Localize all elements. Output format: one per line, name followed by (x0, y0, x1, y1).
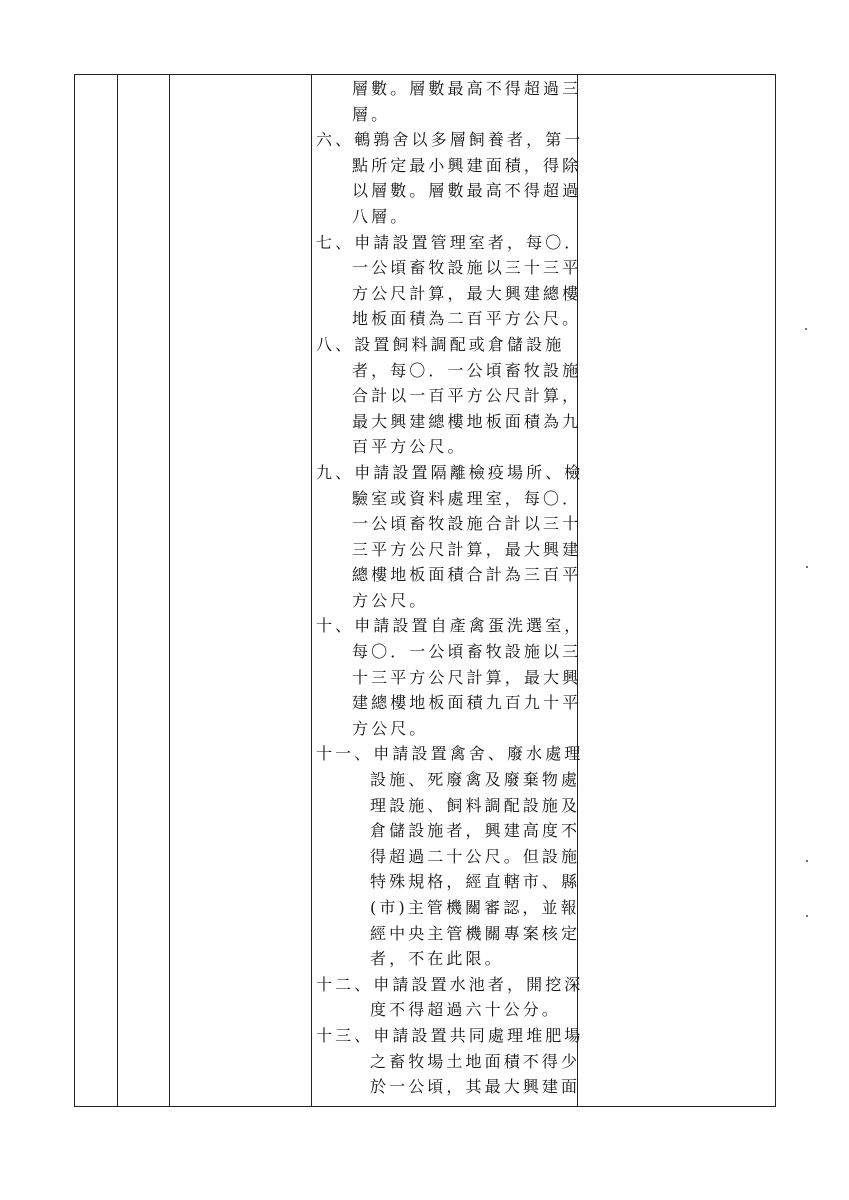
scan-speck (806, 915, 808, 917)
item-continuation-line: (市)主管機關審認，並報 (370, 898, 580, 917)
item-continuation-line: 特殊規格，經直轄市、縣 (370, 872, 581, 892)
item-continuation-line: 倉儲設施者，興建高度不 (370, 821, 581, 841)
item-continuation-line: 層。 (352, 104, 391, 124)
item-continuation-line: 得超過二十公尺。但設施 (370, 846, 581, 866)
regulation-item (316, 127, 584, 229)
regulation-item (316, 1023, 584, 1100)
scan-speck (806, 860, 808, 862)
item-first-line: 十、申請設置自產禽蛋洗選室， (316, 616, 584, 636)
item-continuation-line: 百平方公尺。 (352, 437, 467, 457)
item-continuation-line: 一公頃畜牧設施合計以三十 (352, 514, 582, 534)
column-divider-1 (117, 74, 118, 1107)
item-continuation-line: 方公尺。 (352, 590, 429, 610)
regulation-item (316, 230, 584, 332)
regulation-item (316, 972, 584, 1023)
item-continuation-line: 十三平方公尺計算，最大興 (352, 667, 582, 687)
item-continuation-line: 經中央主管機關專案核定 (370, 923, 581, 943)
item-continuation-line: 八層。 (352, 206, 410, 226)
item-continuation-line: 度不得超過六十公分。 (370, 1000, 562, 1020)
item-first-line: 十一、申請設置禽舍、廢水處理 (316, 744, 584, 764)
item-continuation-line: 者，每〇．一公頃畜牧設施 (352, 360, 582, 380)
item-first-line: 十二、申請設置水池者，開挖深 (316, 974, 584, 994)
item-continuation-line: 建總樓地板面積九百九十平 (352, 693, 582, 713)
item-first-line: 九、申請設置隔離檢疫場所、檢 (316, 462, 584, 482)
item-continuation-line: 之畜牧場土地面積不得少 (370, 1051, 581, 1071)
item-continuation-line: 驗室或資料處理室，每〇． (352, 488, 582, 508)
item-continuation-line: 每〇．一公頃畜牧設施以三 (352, 642, 582, 662)
regulation-item (316, 76, 582, 127)
regulation-item (316, 332, 582, 460)
regulation-item (316, 460, 584, 614)
scan-speck (806, 566, 808, 568)
item-first-line: 七、申請設置管理室者，每〇． (316, 232, 584, 252)
item-continuation-line: 者，不在此限。 (370, 949, 504, 969)
item-first-line: 六、鵪鶉舍以多層飼養者，第一 (316, 130, 584, 150)
item-continuation-line: 理設施、飼料調配設施及 (370, 795, 581, 815)
regulation-item (316, 613, 584, 741)
item-first-line: 八、設置飼料調配或倉儲設施 (316, 334, 565, 354)
item-continuation-line: 方公尺計算，最大興建總樓 (352, 283, 582, 303)
item-continuation-line: 以層數。層數最高不得超過 (352, 181, 582, 201)
item-continuation-line: 合計以一百平方公尺計算， (352, 386, 582, 406)
item-first-line: 十三、申請設置共同處理堆肥場 (316, 1025, 584, 1045)
column-divider-2 (169, 74, 170, 1107)
item-first-line: 層數。層數最高不得超過三 (352, 79, 582, 98)
regulation-text-column (316, 76, 584, 1100)
item-continuation-line: 最大興建總樓地板面積為九 (352, 411, 582, 431)
item-continuation-line: 點所定最小興建面積，得除 (352, 155, 582, 175)
item-continuation-line: 於一公頃，其最大興建面 (370, 1077, 581, 1097)
column-divider-3 (311, 74, 312, 1107)
item-continuation-line: 總樓地板面積合計為三百平 (352, 565, 582, 585)
regulation-item (316, 741, 584, 971)
scan-speck (805, 328, 807, 330)
item-continuation-line: 地板面積為二百平方公尺。 (352, 309, 582, 329)
item-continuation-line: 一公頃畜牧設施以三十三平 (352, 258, 582, 278)
item-continuation-line: 設施、死廢禽及廢棄物處 (370, 770, 581, 790)
item-continuation-line: 方公尺。 (352, 718, 429, 738)
item-continuation-line: 三平方公尺計算，最大興建 (352, 539, 582, 559)
